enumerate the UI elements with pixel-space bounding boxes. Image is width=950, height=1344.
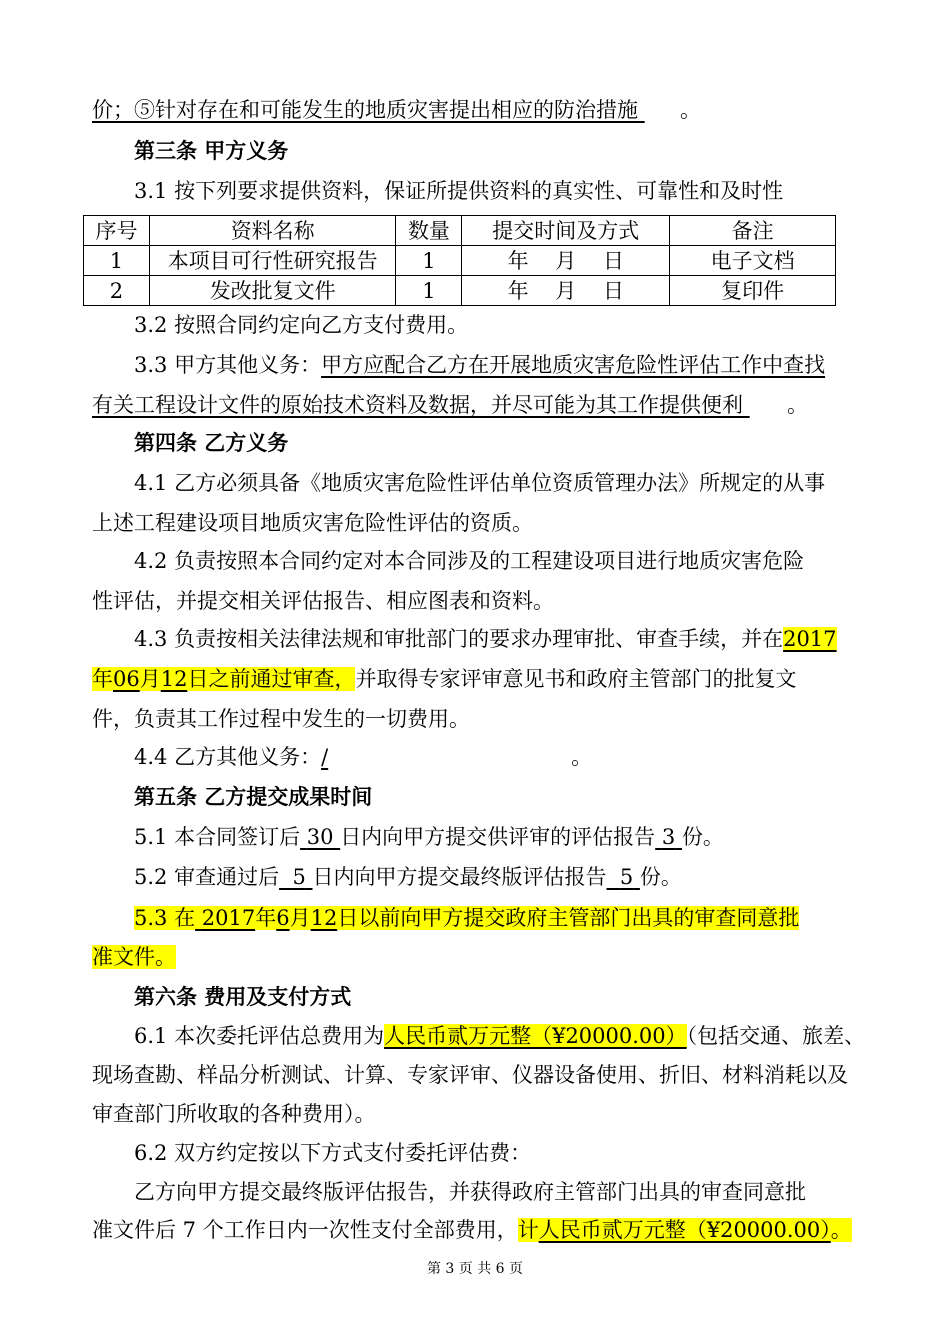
clause-3-3-label: 3.3 甲方其他义务：: [134, 353, 322, 377]
deadline-text: 日之前通过审查，: [187, 667, 356, 691]
clause-6-2: 6.2 双方约定按以下方式支付委托评估费：: [134, 1141, 532, 1165]
copies-blank: [607, 865, 640, 889]
clause-5-3-rest: 日以前向甲方提交政府主管部门出具的审查同意批: [337, 906, 800, 930]
paragraph-measures: [92, 95, 701, 125]
clause-4-2: 4.2 负责按照本合同约定对本合同涉及的工程建设项目进行地质灾害危险: [134, 549, 805, 573]
year-label: 年: [255, 906, 277, 930]
table-cell: 发改批复文件: [149, 276, 396, 306]
clause-5-2-text: 5.2 审查通过后: [134, 865, 280, 889]
header-cell: 资料名称: [149, 216, 396, 246]
clause-6-1-text: 6.1 本次委托评估总费用为: [134, 1024, 385, 1048]
header-cell: 备注: [670, 216, 836, 246]
clause-3-3-cont: [92, 390, 808, 420]
fee-amount: 人民币贰万元整（¥20000.00）: [384, 1024, 687, 1048]
clause-4-3-text: 4.3 负责按相关法律法规和审批部门的要求办理审批、审查手续，并在: [134, 627, 784, 651]
month-label: 月: [139, 667, 161, 691]
article-6-heading: 第六条 费用及支付方式: [134, 984, 352, 1009]
clause-3-1: 3.1 按下列要求提供资料，保证所提供资料的真实性、可靠性和及时性: [134, 179, 784, 203]
month-label: 月: [289, 906, 311, 930]
days-blank: [300, 825, 340, 849]
clause-6-1-cont: 现场查勘、样品分析测试、计算、专家评审、仪器设备使用、折旧、材料消耗以及: [92, 1063, 848, 1087]
clause-5-3: [134, 903, 799, 933]
clause-3-3: [134, 350, 825, 380]
table-row: [84, 246, 836, 276]
clause-4-3: [134, 624, 837, 654]
days-blank: [279, 865, 312, 889]
clause-4-4: [134, 742, 592, 772]
clause-4-4-label: 4.4 乙方其他义务：: [134, 745, 322, 769]
header-cell: 提交时间及方式: [462, 216, 670, 246]
clause-5-1-mid: 日内向甲方提交供评审的评估报告: [340, 825, 656, 849]
deadline-month: 06: [113, 667, 140, 691]
copies-blank: [655, 825, 682, 849]
clause-3-3-text-cont: 有关工程设计文件的原始技术资料及数据，并尽可能为其工作提供便利: [92, 393, 743, 417]
clause-5-2: [134, 862, 682, 892]
year-value: 2017: [201, 906, 256, 930]
table-cell: 1: [396, 246, 462, 276]
days-value: 30: [306, 825, 334, 849]
deadline-day: 12: [310, 906, 338, 930]
article-5-heading: 第五条 乙方提交成果时间: [134, 784, 373, 809]
clause-4-2-cont: 性评估，并提交相关评估报告、相应图表和资料。: [92, 589, 554, 613]
copies-value: 5: [619, 865, 634, 889]
clause-5-3-end: 准文件。: [92, 945, 176, 969]
clause-5-1-text: 5.1 本合同签订后: [134, 825, 301, 849]
measures-text: 价；⑤针对存在和可能发生的地质灾害提出相应的防治措施: [92, 98, 638, 122]
deadline-day: 12: [160, 667, 188, 691]
total-label: 计: [517, 1218, 539, 1242]
clause-5-2-mid: 日内向甲方提交最终版评估报告: [312, 865, 607, 889]
article-4-heading: 第四条 乙方义务: [134, 430, 289, 455]
article-3-heading: 第三条 甲方义务: [134, 138, 289, 163]
clause-3-3-text: 甲方应配合乙方在开展地质灾害危险性评估工作中查找: [321, 353, 826, 377]
table-cell: 电子文档: [670, 246, 836, 276]
copies-value: 3: [661, 825, 676, 849]
clause-4-3-cont: [92, 664, 796, 694]
table-cell: 年 月 日: [462, 246, 670, 276]
table-header-row: [84, 216, 836, 246]
period: 。: [787, 393, 808, 417]
clause-4-3-rest: 并取得专家评审意见书和政府主管部门的批复文: [355, 667, 797, 691]
clause-4-1: 4.1 乙方必须具备《地质灾害危险性评估单位资质管理办法》所规定的从事: [134, 471, 826, 495]
clause-5-3-text: 5.3 在: [134, 906, 196, 930]
payment-terms-text: 准文件后 7 个工作日内一次性支付全部费用，: [92, 1218, 518, 1242]
clause-3-2: 3.2 按照合同约定向乙方支付费用。: [134, 313, 469, 337]
days-value: 5: [292, 865, 306, 889]
payment-terms: 乙方向甲方提交最终版评估报告，并获得政府主管部门出具的审查同意批: [134, 1180, 806, 1204]
total-amount: 人民币贰万元整（¥20000.00）: [538, 1218, 831, 1242]
blank-underline: [638, 95, 680, 125]
table-cell: 1: [84, 246, 150, 276]
period: 。: [830, 1218, 852, 1242]
page-footer: 第 3 页 共 6 页: [426, 1261, 524, 1277]
deadline-year: 2017: [783, 627, 837, 651]
deadline-month: 6: [276, 906, 290, 930]
period: 。: [680, 98, 701, 122]
clause-5-1: [134, 822, 724, 852]
clause-6-1: [134, 1021, 865, 1051]
table-row: [84, 276, 836, 306]
period: 。: [571, 745, 593, 769]
blank-underline: [743, 390, 787, 420]
clause-5-1-end: 份。: [681, 825, 724, 849]
clause-6-1-end: 审查部门所收取的各种费用）。: [92, 1102, 376, 1126]
table-cell: 2: [84, 276, 150, 306]
clause-5-3-cont: [92, 942, 176, 972]
clause-4-1-cont: 上述工程建设项目地质灾害危险性评估的资质。: [92, 511, 533, 535]
header-cell: 数量: [396, 216, 462, 246]
payment-terms-cont: [92, 1215, 852, 1245]
table-cell: 本项目可行性研究报告: [149, 246, 396, 276]
header-cell: 序号: [84, 216, 150, 246]
clause-4-4-blank: /: [321, 745, 329, 769]
materials-table: [83, 215, 836, 306]
table-cell: 复印件: [670, 276, 836, 306]
table-cell: 1: [396, 276, 462, 306]
clause-4-3-end: 件，负责其工作过程中发生的一切费用。: [92, 707, 470, 731]
deadline-year: [195, 906, 255, 930]
clause-6-1-mid: （包括交通、旅差、: [686, 1024, 866, 1048]
year-label: 年: [92, 667, 113, 691]
clause-5-2-end: 份。: [639, 865, 682, 889]
table-cell: 年 月 日: [462, 276, 670, 306]
